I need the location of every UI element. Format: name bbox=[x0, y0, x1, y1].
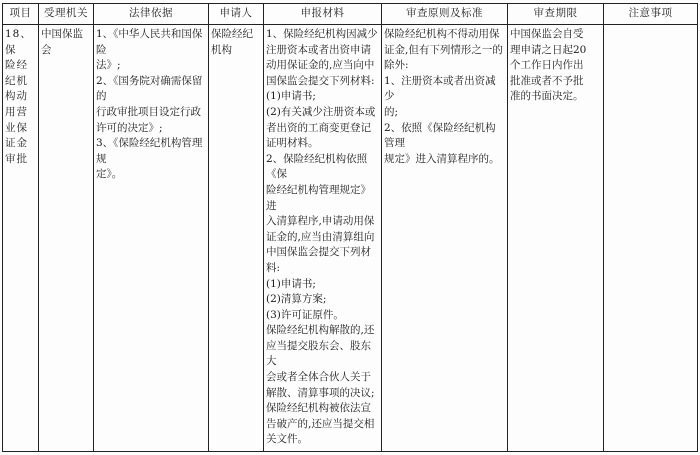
text-line: 者出资的工商变更登记 bbox=[266, 121, 371, 134]
table-row bbox=[3, 25, 698, 452]
text-line: 险经 bbox=[5, 59, 28, 72]
period-lines bbox=[510, 25, 601, 105]
text-line: 注册资本或者出资申请 bbox=[266, 43, 371, 56]
header-legal-basis: 法律依据 bbox=[94, 4, 209, 25]
legal-basis-lines bbox=[96, 25, 206, 183]
cell-period bbox=[508, 25, 604, 452]
text-line: (2)清算方案; bbox=[266, 293, 327, 306]
text-line: (2)有关减少注册资本或 bbox=[266, 105, 376, 118]
text-line: 构动 bbox=[5, 90, 28, 103]
header-item: 项目 bbox=[3, 4, 39, 25]
text-line: 国保监会提交下列材料: bbox=[266, 74, 375, 87]
text-line: 会 bbox=[41, 43, 52, 56]
cell-notes bbox=[604, 25, 698, 452]
text-line: 保险经纪机构不得动用保 bbox=[384, 28, 500, 40]
text-line: 中国保监会提交下列材 bbox=[266, 246, 371, 259]
text-line: 2、《国务院对确需保留的 bbox=[96, 74, 203, 103]
text-line: 中国保监会自受 bbox=[510, 28, 584, 40]
text-line: 2、保险经纪机构依照《保 bbox=[266, 152, 368, 181]
text-line: 许可的决定》; bbox=[96, 121, 163, 134]
text-line: 告破产的,还应当提交相 bbox=[266, 417, 375, 430]
notes-lines bbox=[606, 25, 695, 27]
text-line: 除外: bbox=[384, 59, 409, 72]
header-period: 审查期限 bbox=[508, 4, 604, 25]
cell-materials bbox=[264, 25, 382, 452]
text-line: (3)许可证原件。 bbox=[266, 308, 344, 321]
text-line: 用营 bbox=[5, 105, 28, 118]
text-line: 业保 bbox=[5, 121, 28, 134]
text-line: 规定》进入清算程序的。 bbox=[384, 152, 500, 165]
cell-criteria bbox=[382, 25, 508, 452]
text-line: 18、保 bbox=[5, 28, 32, 56]
text-line: 证明材料。 bbox=[266, 137, 319, 150]
cell-item bbox=[3, 25, 39, 452]
text-line: 机构 bbox=[211, 43, 232, 56]
text-line: 保险经纪机构被依法宣 bbox=[266, 402, 371, 415]
cell-applicant bbox=[209, 25, 264, 452]
text-line: 纪机 bbox=[5, 74, 28, 87]
text-line: 关文件。 bbox=[266, 433, 308, 446]
text-line: 1、注册资本或者出资减少 bbox=[384, 74, 496, 103]
text-line: 准的书面决定。 bbox=[510, 90, 584, 103]
text-line: 入清算程序,申请动用保 bbox=[266, 215, 375, 228]
criteria-lines bbox=[384, 25, 505, 167]
text-line: 1、《中华人民共和国保险 bbox=[96, 28, 203, 56]
text-line: 中国保监 bbox=[41, 28, 83, 40]
text-line: 证金,但有下列情形之一的 bbox=[384, 43, 503, 56]
text-line: 理申请之日起20 bbox=[510, 43, 587, 56]
text-line: 2、依照《保险经纪机构管理 bbox=[384, 121, 496, 150]
materials-lines bbox=[266, 25, 379, 448]
applicant-lines bbox=[211, 25, 261, 58]
text-line: 险经纪机构管理规定》进 bbox=[266, 183, 371, 212]
header-applicant: 申请人 bbox=[209, 4, 264, 25]
cell-legal-basis bbox=[94, 25, 209, 452]
text-line: 审批 bbox=[5, 152, 28, 165]
text-line: 个工作日内作出 bbox=[510, 59, 584, 72]
text-line: (1)申请书; bbox=[266, 90, 316, 103]
text-line: 3、《保险经纪机构管理规 bbox=[96, 137, 203, 165]
text-line: (1)申请书; bbox=[266, 277, 316, 290]
authority-lines bbox=[41, 25, 91, 58]
administrative-approval-table bbox=[2, 3, 698, 452]
text-line: 解散、清算事项的决议; bbox=[266, 386, 375, 399]
text-line: 法》; bbox=[96, 59, 121, 72]
table-header-row bbox=[3, 4, 698, 25]
text-line: 1、保险经纪机构因减少 bbox=[266, 28, 378, 40]
header-notes: 注意事项 bbox=[604, 4, 698, 25]
text-line: 证金的,应当由清算组向 bbox=[266, 230, 375, 243]
cell-authority bbox=[39, 25, 94, 452]
header-materials: 申报材料 bbox=[264, 4, 382, 25]
text-line: 会或者全体合伙人关于 bbox=[266, 371, 371, 384]
text-line: 批准或者不予批 bbox=[510, 74, 584, 87]
text-line: 保险经纪机构解散的,还 bbox=[266, 324, 375, 337]
text-line: 应当提交股东会、股东大 bbox=[266, 339, 371, 368]
header-authority: 受理机关 bbox=[39, 4, 94, 25]
text-line: 动用保证金的,应当向中 bbox=[266, 59, 375, 72]
item-lines bbox=[5, 25, 36, 167]
text-line: 行政审批项目设定行政 bbox=[96, 105, 201, 118]
text-line: 保险经纪 bbox=[211, 28, 253, 40]
text-line: 的; bbox=[384, 105, 399, 118]
text-line: 料: bbox=[266, 261, 281, 274]
header-criteria: 审查原则及标准 bbox=[382, 4, 508, 25]
text-line: 定》。 bbox=[96, 168, 123, 181]
text-line: 证金 bbox=[5, 137, 28, 150]
